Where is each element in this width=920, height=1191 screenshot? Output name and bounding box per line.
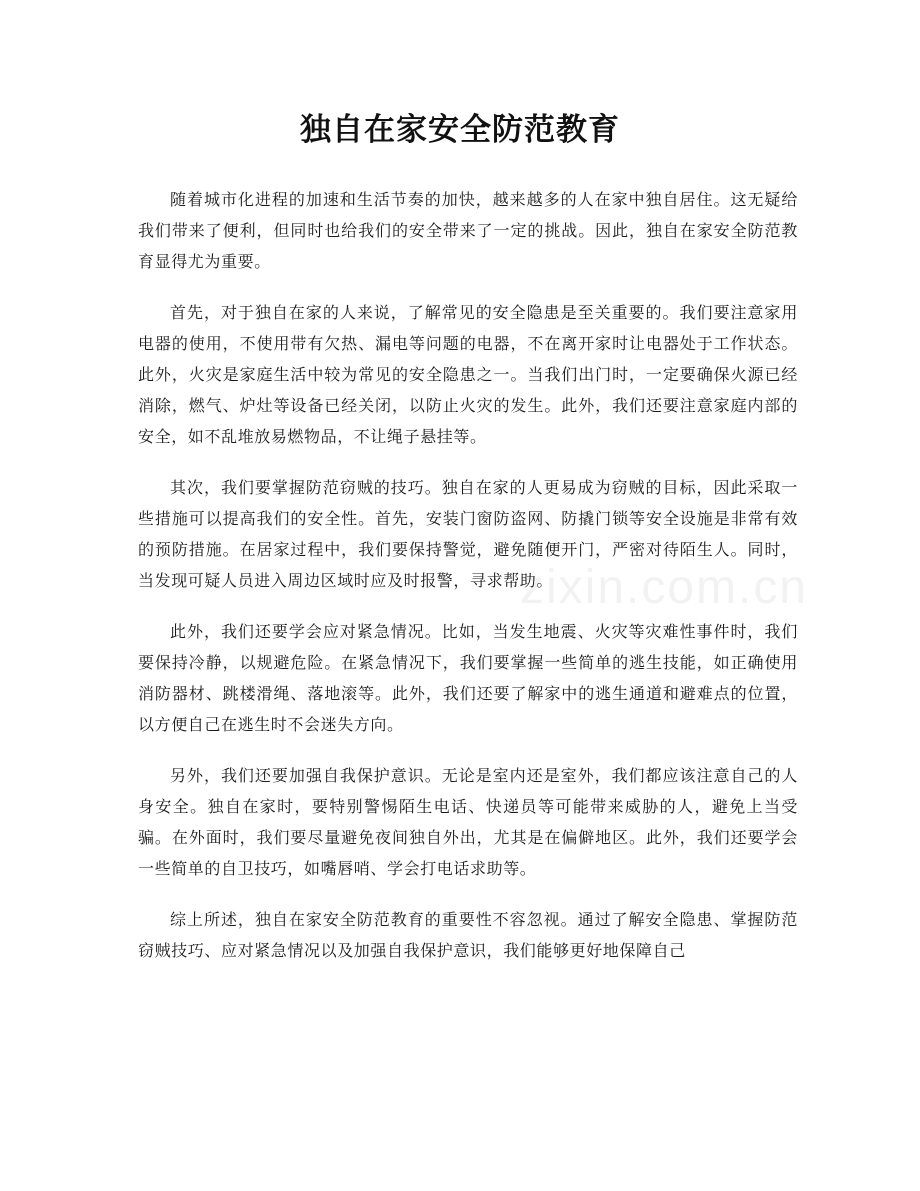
paragraph-5: 另外，我们还要加强自我保护意识。无论是室内还是室外，我们都应该注意自己的人身安全。独自在家时，要特别警惕陌生电话、快递员等可能带来威胁的人，避免上当受骗。在外面时，我们要尽量避免夜间独自外出，尤其是在偏僻地区。此外，我们还要学会一些简单的自卫技巧，如嘴唇哨、学会打电话求助等。: [138, 766, 798, 878]
paragraph-3: 其次，我们要掌握防范窃贼的技巧。独自在家的人更易成为窃贼的目标，因此采取一些措施可以提高我们的安全性。首先，安装门窗防盗网、防撬门锁等安全设施是非常有效的预防措施。在居家过程中，我们要保持警觉，避免随便开门，严密对待陌生人。同时，当发现可疑人员进入周边区域时应及时报警，寻求帮助。: [138, 478, 798, 590]
document-body: [138, 184, 798, 986]
document-title: 独自在家安全防范教育: [300, 112, 620, 148]
paragraph-2: 首先，对于独自在家的人来说，了解常见的安全隐患是至关重要的。我们要注意家用电器的使用，不使用带有欠热、漏电等问题的电器，不在离开家时让电器处于工作状态。此外，火灾是家庭生活中较为常见的安全隐患之一。当我们出门时，一定要确保火源已经消除，燃气、炉灶等设备已经关闭，以防止火灾的发生。此外，我们还要注意家庭内部的安全，如不乱堆放易燃物品，不让绳子悬挂等。: [138, 303, 798, 446]
paragraph-6: 综上所述，独自在家安全防范教育的重要性不容忽视。通过了解安全隐患、掌握防范窃贼技巧、应对紧急情况以及加强自我保护意识，我们能够更好地保障自己: [138, 910, 798, 960]
watermark: zixin.com.cn: [520, 561, 809, 614]
paragraph-1: 随着城市化进程的加速和生活节奏的加快，越来越多的人在家中独自居住。这无疑给我们带来了便利，但同时也给我们的安全带来了一定的挑战。因此，独自在家安全防范教育显得尤为重要。: [138, 190, 798, 271]
paragraph-4: 此外，我们还要学会应对紧急情况。比如，当发生地震、火灾等灾难性事件时，我们要保持冷静，以规避危险。在紧急情况下，我们要掌握一些简单的逃生技能，如正确使用消防器材、跳楼滑绳、落地滚等。此外，我们还要了解家中的逃生通道和避难点的位置，以方便自己在逃生时不会迷失方向。: [138, 622, 798, 734]
